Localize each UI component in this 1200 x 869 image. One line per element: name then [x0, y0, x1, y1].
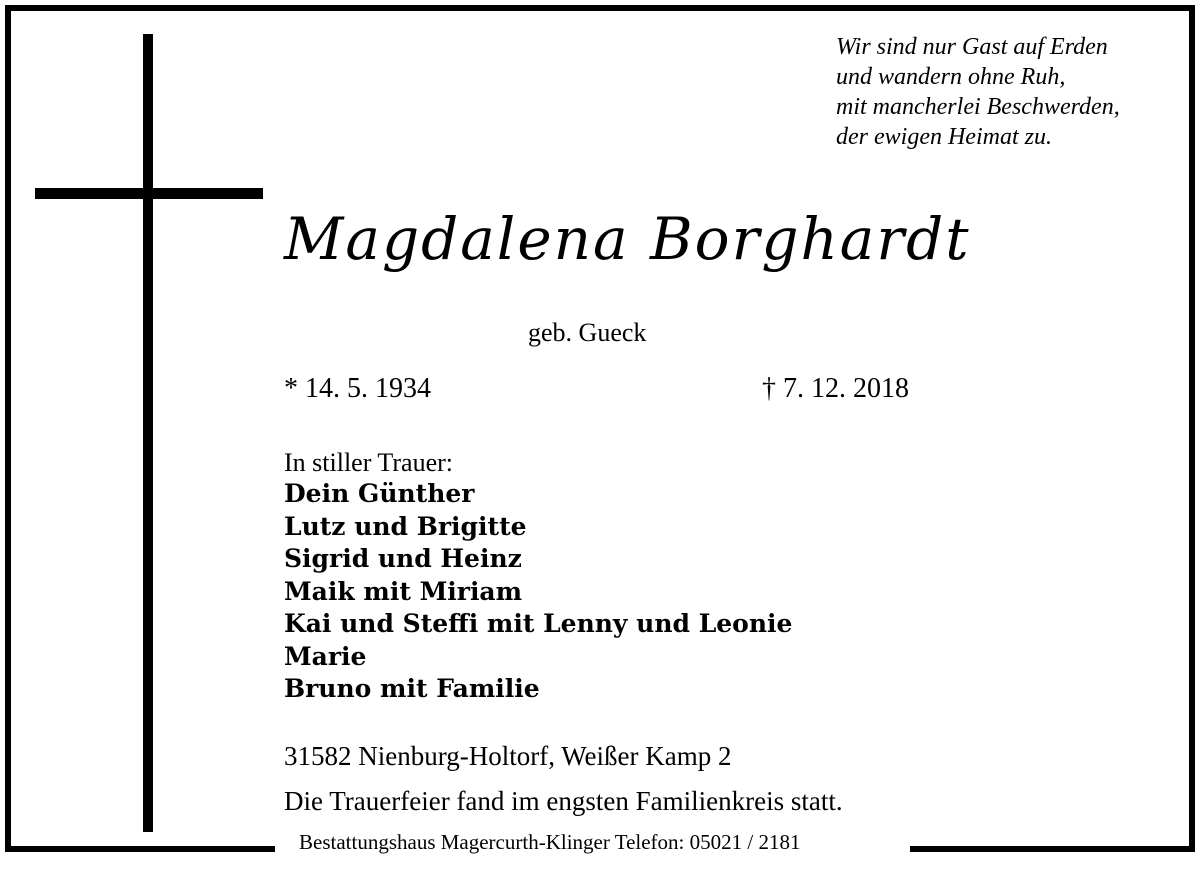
address: 31582 Nienburg-Holtorf, Weißer Kamp 2 [284, 741, 732, 771]
mourner-item: Dein Günther [284, 479, 475, 508]
mourning-intro: In stiller Trauer: [284, 448, 453, 477]
poem [836, 32, 1120, 152]
mourner-item: Lutz und Brigitte [284, 511, 527, 541]
poem-line: der ewigen Heimat zu. [836, 124, 1052, 150]
death-date: † 7. 12. 2018 [762, 373, 909, 404]
poem-line: mit mancherlei Beschwerden, [836, 94, 1120, 120]
poem-line: und wandern ohne Ruh, [836, 64, 1066, 90]
bottom-border-right [910, 846, 1195, 852]
deceased-name: Magdalena Borghardt [284, 205, 971, 273]
mourner-item: Bruno mit Familie [284, 674, 540, 703]
funeral-home-footer: Bestattungshaus Magercurth-Klinger Telefon: 05021 / 2181 [299, 830, 801, 854]
mourner-item: Sigrid und Heinz [284, 544, 522, 573]
cross-horizontal-bar [35, 188, 263, 199]
bottom-border-left [5, 846, 275, 852]
mourner-item: Kai und Steffi mit Lenny und Leonie [284, 609, 793, 638]
poem-line: Wir sind nur Gast auf Erden [836, 34, 1108, 60]
mourner-item: Maik mit Miriam [284, 576, 523, 606]
mourner-item: Marie [284, 641, 367, 671]
ceremony-note: Die Trauerfeier fand im engsten Familienkreis statt. [284, 786, 843, 816]
birth-date: * 14. 5. 1934 [284, 373, 431, 404]
maiden-name: geb. Gueck [528, 318, 647, 347]
mourners-list [284, 478, 792, 706]
cross-vertical-bar [143, 34, 153, 832]
